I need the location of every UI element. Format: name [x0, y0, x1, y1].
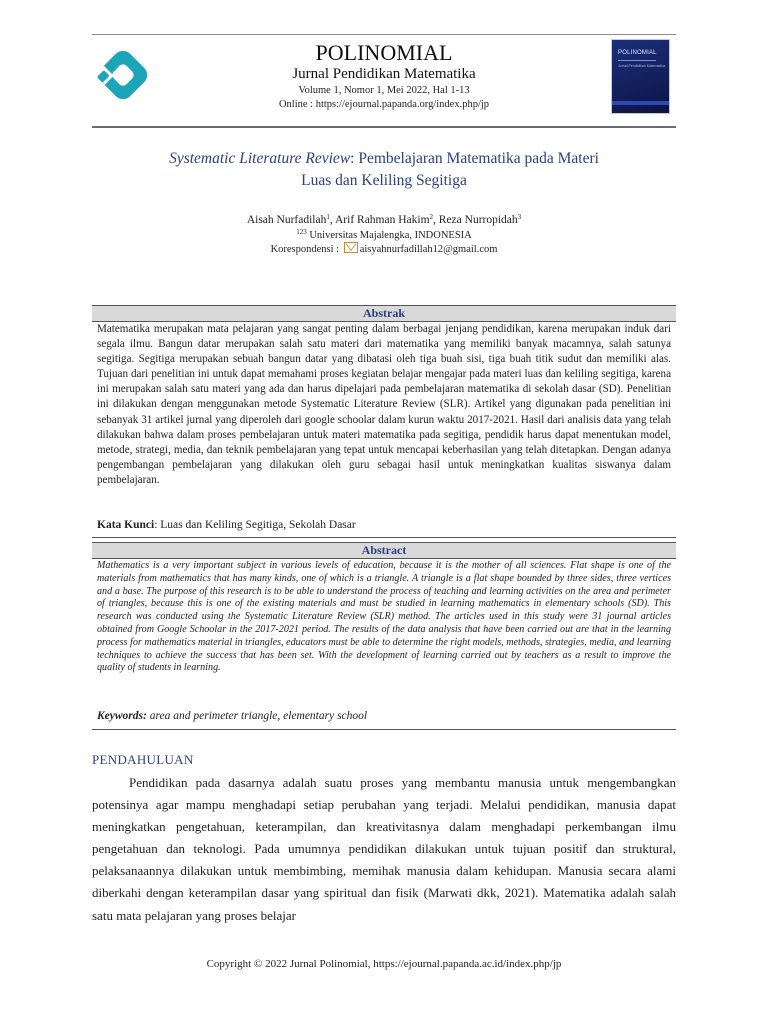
- affiliation: [0, 228, 768, 241]
- journal-name: POLINOMIAL: [315, 40, 453, 65]
- abstract-bottom-rule: [92, 729, 676, 730]
- affiliation-name: Universitas Majalengka, INDONESIA: [309, 230, 472, 241]
- kata-kunci-label: Kata Kunci: [97, 519, 155, 531]
- correspondence-email[interactable]: aisyahnurfadillah12@gmail.com: [359, 244, 498, 255]
- title-line-2: Luas dan Keliling Segitiga: [301, 172, 467, 189]
- kata-kunci-values: : Luas dan Keliling Segitiga, Sekolah Dasar: [154, 519, 356, 531]
- abstrak-heading: Abstrak: [92, 305, 676, 322]
- header-rule-top: [92, 34, 676, 35]
- affiliation-sup: 123: [296, 228, 307, 236]
- author-name: Aisah Nurfadilah: [246, 214, 327, 226]
- author-list: Aisah Nurfadilah$^1$, Arif Rahman Hakim$^2$, Reza Nurropidah$^3$: [246, 213, 522, 226]
- page-footer: Copyright © 2022 Jurnal Polinomial, https://ejournal.papanda.ac.id/index.php/jp: [206, 958, 562, 970]
- article-title: [100, 148, 668, 192]
- journal-subtitle: Jurnal Pendidikan Matematika: [292, 66, 476, 82]
- keywords: [97, 710, 671, 722]
- kata-kunci: [97, 519, 671, 531]
- keywords-label: Keywords:: [97, 710, 147, 722]
- correspondence: [0, 242, 768, 255]
- journal-online-link[interactable]: Online : https://ejournal.papanda.org/index.php/jp: [278, 99, 490, 110]
- correspondence-label: Korespondensi :: [270, 244, 340, 255]
- cover-title: POLINOMIAL: [618, 50, 657, 56]
- intro-paragraph: Pendidikan pada dasarnya adalah suatu proses yang membantu manusia untuk mengembangkan potensinya agar mampu menghadapi setiap perubahan yang terjadi. Melalui pendidikan, manusia dapat meningkatkan pengetahuan, keterampilan, dan kreativitasnya dalam menghadapi perkembangan ilmu pengetahuan dan teknologi. Pada umumnya pendidikan dilakukan untuk tujuan positif dan struktural, pelaksanaannya dilakukan untuk membimbing, memihak manusia dalam kehidupan. Manusia secara alami diberkahi dengan keterampilan dasar yang spiritual dan fisik (Marwati dkk, 2021). Matematika adalah salah satu mata pelajaran yang proses belajar: [92, 775, 676, 923]
- abstrak-text: Matematika merupakan mata pelajaran yang sangat penting dalam berbagai jenjang pendidikan, karena merupakan induk dari segala ilmu. Bangun datar merupakan salah satu materi dari matematika yang memiliki banyak macamnya, salah satunya segitiga. Segitiga merupakan sebuah bangun datar yang dibatasi oleh tiga buah sisi, tiga buah titik sudut dan memiliki alas. Tujuan dari penelitian ini untuk dapat memahami proses kegiatan belajar mengajar pada materi luas dan keliling segitiga, karena ini merupakan salah satu materi yang ada dan harus dipelajari pada pembelajaran matematika di sekolah dasar (SD). Penelitian ini dilakukan dengan menggunakan metode Systematic Literature Review (SLR). Artikel yang digunakan pada penelitian ini sebanyak 31 artikel jurnal yang diperoleh dari google schoolar dalam kurun waktu 2017-2021. Hasil dari analisis data yang telah dilakukan bahwa dalam proses pembelajaran untuk materi matematika pada segitiga, pendidik harus dapat menentukan model, metode, strategi, media, dan teknik pembelajaran yang tepat untuk mencapai keberhasilan yang telah ditetapkan. Dengan adanya pengembangan pembelajaran yang dilakukan oleh guru sebagai hasil untuk meningkatkan kualitas siswanya dalam pembelajaran.: [97, 323, 671, 486]
- section-heading-pendahuluan: PENDAHULUAN: [92, 752, 194, 767]
- title-italic-part: Systematic Literature Review: [169, 150, 351, 167]
- keywords-values: area and perimeter triangle, elementary school: [146, 710, 368, 722]
- abstract-text: Mathematics is a very important subject in various levels of education, because it is the mother of all sciences. Flat shape is one of the materials from mathematics that has many kinds, one of which is a triangle. A triangle is a flat shape bounded by three sides, three vertices and a base. The purpose of this research is to be able to understand the process of teaching and learning activities on the area and perimeter of triangles, because this is one of the existing materials and must be studied in learning mathematics in elementary schools (SD). This research was conducted using the Systematic Literature Review (SLR) method. The articles used in this study were 31 journal articles obtained from Google Schoolar in the 2017-2021 period. The results of the data analysis that have been carried out are that in the learning process for mathematics material in triangles, educators must be able to determine the right models, methods, strategies, media, and learning techniques to achieve the success that has been set. With the development of learning carried out by teachers as a result to improve the quality of students in learning.: [97, 560, 671, 674]
- author-sup: 3: [517, 213, 522, 221]
- header-rule-bottom: [92, 126, 676, 128]
- cover-subtitle: Jurnal Pendidikan Matematika: [618, 64, 665, 68]
- author-sup: 1: [326, 213, 330, 221]
- journal-volume: Volume 1, Nomor 1, Mei 2022, Hal 1-13: [298, 85, 470, 96]
- author-name: Reza Nurropidah: [438, 214, 518, 226]
- author-sup: 2: [429, 213, 434, 221]
- mail-icon: [344, 242, 358, 253]
- abstract-heading: Abstract: [92, 542, 676, 559]
- title-rest: : Pembelajaran Matematika pada Materi: [350, 150, 599, 167]
- abstrak-bottom-rule: [92, 537, 676, 538]
- author-name: Arif Rahman Hakim: [334, 214, 430, 226]
